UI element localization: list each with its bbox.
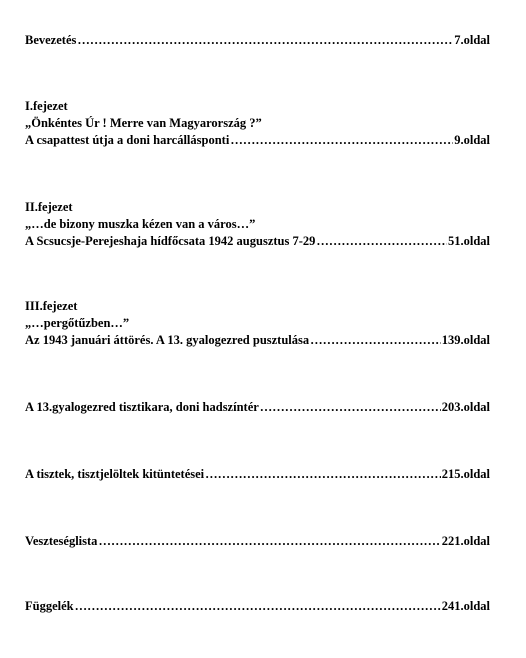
entry-title: Bevezetés <box>25 33 77 47</box>
dot-leader <box>310 333 441 348</box>
chapter-heading-3: III.fejezet <box>25 299 78 313</box>
dot-leader <box>260 400 441 415</box>
dot-leader <box>205 467 441 482</box>
entry-page: 9.oldal <box>454 133 490 147</box>
entry-page: 221.oldal <box>441 534 490 548</box>
dot-leader <box>230 133 453 148</box>
toc-entry-ch1 <box>25 133 490 148</box>
entry-page: 139.oldal <box>441 333 490 347</box>
chapter-subtitle-1: „Önkéntes Úr ! Merre van Magyarország ?” <box>25 116 262 130</box>
toc-entry-appendix <box>25 599 490 614</box>
chapter-heading-1: I.fejezet <box>25 99 68 113</box>
chapter-subtitle-3: „…pergőtűzben…” <box>25 316 130 330</box>
toc-entry-ch3 <box>25 333 490 348</box>
dot-leader <box>316 234 447 249</box>
entry-title: A tisztek, tisztjelöltek kitüntetései <box>25 467 205 481</box>
entry-page: 215.oldal <box>441 467 490 481</box>
entry-title: Az 1943 januári áttörés. A 13. gyalogezred pusztulása <box>25 333 310 347</box>
dot-leader <box>75 599 441 614</box>
entry-page: 7.oldal <box>454 33 490 47</box>
entry-page: 203.oldal <box>441 400 490 414</box>
entry-title: A Scsucsje-Perejeshaja hídfőcsata 1942 augusztus 7-29 <box>25 234 316 248</box>
toc-entry-losses <box>25 534 490 549</box>
chapter-subtitle-2: „…de bizony muszka kézen van a város…” <box>25 217 256 231</box>
entry-title: A 13.gyalogezred tisztikara, doni hadszíntér <box>25 400 259 414</box>
entry-page: 51.oldal <box>447 234 490 248</box>
toc-entry-officers <box>25 400 490 415</box>
entry-title: Függelék <box>25 599 74 613</box>
entry-title: Veszteséglista <box>25 534 98 548</box>
dot-leader <box>98 534 440 549</box>
entry-page: 241.oldal <box>441 599 490 613</box>
toc-entry-awards <box>25 467 490 482</box>
entry-title: A csapattest útja a doni harcállásponti <box>25 133 230 147</box>
chapter-heading-2: II.fejezet <box>25 200 73 214</box>
toc-entry-intro <box>25 33 490 48</box>
dot-leader <box>77 33 453 48</box>
toc-entry-ch2 <box>25 234 490 249</box>
